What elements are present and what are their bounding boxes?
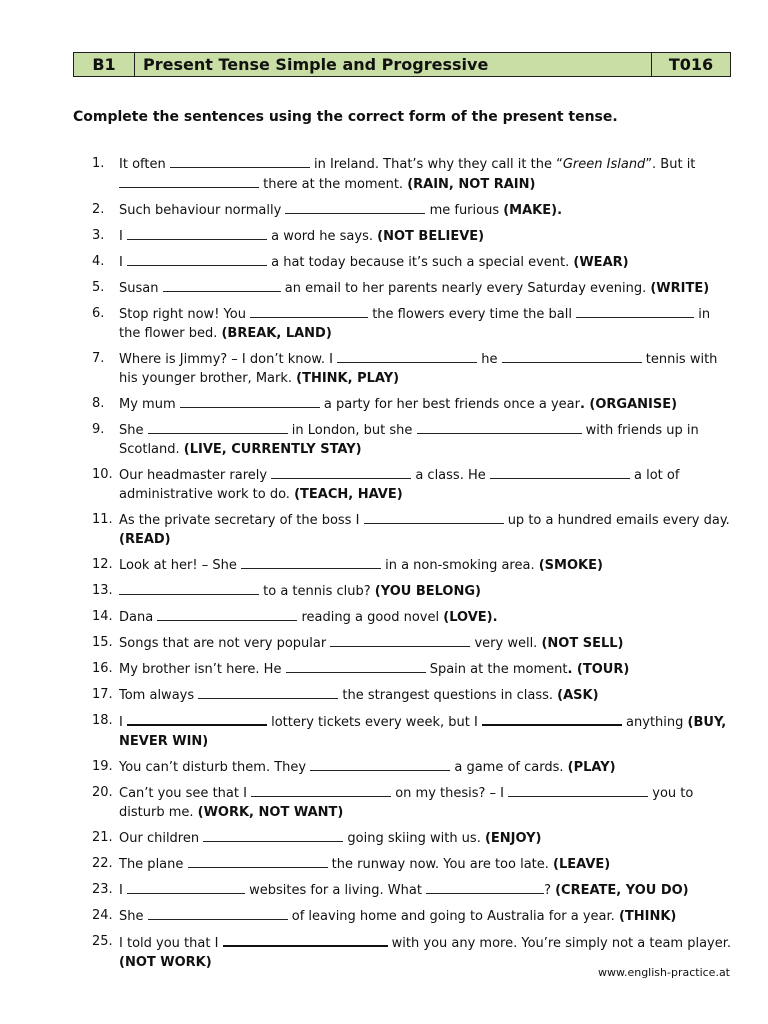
- answer-blank[interactable]: [119, 174, 259, 188]
- exercise-sentence: [119, 226, 732, 246]
- exercise-item: [92, 465, 732, 504]
- sentence-text: websites for a living. What: [244, 883, 427, 898]
- answer-blank[interactable]: [188, 854, 328, 868]
- exercise-number: 20.: [92, 785, 113, 800]
- verb-hint: (RAIN, NOT RAIN): [407, 177, 536, 192]
- sentence-text: the strangest questions in class.: [338, 688, 558, 703]
- italic-text: Green Island: [562, 157, 646, 172]
- answer-blank[interactable]: [163, 278, 281, 292]
- answer-blank[interactable]: [250, 304, 368, 318]
- exercise-sentence: [119, 154, 732, 194]
- answer-blank[interactable]: [508, 783, 648, 797]
- sentence-text: Our headmaster rarely: [119, 468, 272, 483]
- exercise-sentence: [119, 304, 732, 343]
- exercise-number: 7.: [92, 351, 105, 366]
- exercise-sentence: [119, 252, 732, 272]
- sentence-text: a lot of administrative work to do.: [119, 468, 680, 502]
- exercise-sentence: [119, 607, 732, 627]
- answer-blank[interactable]: [241, 555, 381, 569]
- sentence-text: She: [119, 423, 148, 438]
- answer-blank[interactable]: [198, 685, 338, 699]
- sentence-text: an email to her parents nearly every Saturday evening.: [280, 281, 651, 296]
- answer-blank[interactable]: [285, 200, 425, 214]
- verb-hint: (THINK): [618, 909, 677, 924]
- sentence-text: in Ireland. That’s why they call it the “: [309, 157, 563, 172]
- answer-blank[interactable]: [417, 420, 582, 434]
- verb-hint: (THINK, PLAY): [296, 371, 400, 386]
- sentence-text: in London, but she: [287, 423, 417, 438]
- sentence-text: with you any more. You’re simply not a team player.: [387, 936, 732, 951]
- verb-hint: (YOU BELONG): [374, 584, 481, 599]
- sentence-text: I told you that I: [119, 936, 223, 951]
- exercise-item: [92, 200, 732, 220]
- verb-hint: (LEAVE): [553, 857, 611, 872]
- answer-blank[interactable]: [127, 711, 267, 726]
- answer-blank[interactable]: [576, 304, 694, 318]
- sentence-text: reading a good novel: [297, 610, 444, 625]
- verb-hint: (BUY, NEVER WIN): [119, 715, 727, 749]
- verb-hint: (WORK, NOT WANT): [197, 805, 344, 820]
- exercise-number: 19.: [92, 759, 113, 774]
- sentence-text: She: [119, 909, 148, 924]
- exercise-number: 14.: [92, 609, 113, 624]
- sentence-text: up to a hundred emails every day.: [503, 513, 730, 528]
- answer-blank[interactable]: [337, 349, 477, 363]
- exercise-number: 6.: [92, 306, 105, 321]
- sentence-text: in a non-smoking area.: [380, 558, 539, 573]
- exercise-item: [92, 420, 732, 459]
- exercise-number: 4.: [92, 254, 105, 269]
- exercise-sentence: [119, 880, 732, 900]
- exercise-number: 22.: [92, 856, 113, 871]
- exercise-number: 10.: [92, 467, 113, 482]
- exercise-sentence: [119, 659, 732, 679]
- exercise-number: 18.: [92, 713, 113, 728]
- exercise-item: [92, 581, 732, 601]
- exercise-item: [92, 555, 732, 575]
- sentence-text: of leaving home and going to Australia for a year.: [287, 909, 619, 924]
- sentence-text: lottery tickets every week, but I: [266, 715, 482, 730]
- exercise-sentence: [119, 581, 732, 601]
- sentence-text: on my thesis? – I: [391, 786, 509, 801]
- worksheet-header: [73, 52, 731, 77]
- exercise-item: [92, 711, 732, 751]
- exercise-item: [92, 349, 732, 388]
- exercise-item: [92, 783, 732, 822]
- exercise-sentence: [119, 633, 732, 653]
- exercise-sentence: [119, 555, 732, 575]
- exercise-number: 13.: [92, 583, 113, 598]
- exercise-item: [92, 828, 732, 848]
- sentence-text: a hat today because it’s such a special event.: [266, 255, 574, 270]
- verb-hint: (NOT BELIEVE): [377, 229, 485, 244]
- answer-blank[interactable]: [490, 465, 630, 479]
- verb-hint: . (TOUR): [567, 662, 630, 677]
- sentence-text: I: [119, 715, 127, 730]
- verb-hint: (NOT SELL): [541, 636, 624, 651]
- sentence-text: you to disturb me.: [119, 786, 694, 820]
- exercise-sentence: [119, 278, 732, 298]
- exercise-number: 21.: [92, 830, 113, 845]
- verb-hint: (WRITE): [650, 281, 710, 296]
- verb-hint: (MAKE).: [503, 203, 563, 218]
- sentence-text: I: [119, 883, 127, 898]
- sentence-text: very well.: [470, 636, 542, 651]
- exercise-item: [92, 757, 732, 777]
- verb-hint: (NOT WORK): [119, 955, 212, 970]
- sentence-text: As the private secretary of the boss I: [119, 513, 364, 528]
- sentence-text: to a tennis club?: [259, 584, 375, 599]
- exercise-list: [92, 154, 732, 978]
- verb-hint: (WEAR): [573, 255, 629, 270]
- sentence-text: I: [119, 255, 127, 270]
- exercise-number: 1.: [92, 156, 105, 171]
- exercise-number: 15.: [92, 635, 113, 650]
- exercise-number: 9.: [92, 422, 105, 437]
- exercise-number: 17.: [92, 687, 113, 702]
- sentence-text: going skiing with us.: [343, 831, 485, 846]
- exercise-item: [92, 510, 732, 549]
- sentence-text: Stop right now! You: [119, 307, 251, 322]
- exercise-item: [92, 252, 732, 272]
- sentence-text: the flowers every time the ball: [368, 307, 577, 322]
- exercise-number: 2.: [92, 202, 105, 217]
- verb-hint: (LIVE, CURRENTLY STAY): [183, 442, 362, 457]
- verb-hint: (ASK): [557, 688, 599, 703]
- exercise-number: 24.: [92, 908, 113, 923]
- exercise-sentence: [119, 685, 732, 705]
- exercise-sentence: [119, 420, 732, 459]
- exercise-item: [92, 394, 732, 414]
- answer-blank[interactable]: [426, 880, 544, 894]
- exercise-sentence: [119, 394, 732, 414]
- verb-hint: (PLAY): [567, 760, 616, 775]
- answer-blank[interactable]: [127, 880, 245, 894]
- answer-blank[interactable]: [157, 607, 297, 621]
- sentence-text: with friends up in Scotland.: [119, 423, 699, 457]
- exercise-item: [92, 906, 732, 926]
- answer-blank[interactable]: [170, 154, 310, 168]
- answer-blank[interactable]: [119, 581, 259, 595]
- sentence-text: anything: [621, 715, 688, 730]
- sentence-text: Look at her! – She: [119, 558, 241, 573]
- exercise-item: [92, 633, 732, 653]
- exercise-number: 12.: [92, 557, 113, 572]
- exercise-item: [92, 854, 732, 874]
- exercise-sentence: [119, 783, 732, 822]
- exercise-sentence: [119, 711, 732, 751]
- exercise-number: 11.: [92, 512, 113, 527]
- sentence-text: My mum: [119, 397, 180, 412]
- sentence-text: I: [119, 229, 127, 244]
- sentence-text: me furious: [425, 203, 504, 218]
- exercise-number: 23.: [92, 882, 113, 897]
- exercise-sentence: [119, 349, 732, 388]
- exercise-item: [92, 154, 732, 194]
- answer-blank[interactable]: [180, 394, 320, 408]
- sentence-text: Spain at the moment: [425, 662, 568, 677]
- sentence-text: ?: [544, 883, 556, 898]
- sentence-text: there at the moment.: [259, 177, 408, 192]
- sentence-text: the runway now. You are too late.: [327, 857, 554, 872]
- verb-hint: (CREATE, YOU DO): [555, 883, 689, 898]
- exercise-sentence: [119, 465, 732, 504]
- sentence-text: Dana: [119, 610, 158, 625]
- exercise-item: [92, 226, 732, 246]
- verb-hint: (ENJOY): [484, 831, 542, 846]
- level-label: B1: [74, 53, 135, 76]
- sentence-text: he: [477, 352, 502, 367]
- exercise-sentence: [119, 200, 732, 220]
- footer-url: www.english-practice.at: [597, 966, 730, 979]
- sentence-text: You can’t disturb them. They: [119, 760, 311, 775]
- sentence-text: My brother isn’t here. He: [119, 662, 286, 677]
- exercise-number: 3.: [92, 228, 105, 243]
- sentence-text: tennis with his younger brother, Mark.: [119, 352, 718, 386]
- exercise-sentence: [119, 854, 732, 874]
- exercise-item: [92, 659, 732, 679]
- sentence-text: It often: [119, 157, 170, 172]
- verb-hint: . (ORGANISE): [579, 397, 678, 412]
- exercise-number: 16.: [92, 661, 113, 676]
- answer-blank[interactable]: [148, 420, 288, 434]
- answer-blank[interactable]: [271, 465, 411, 479]
- answer-blank[interactable]: [330, 633, 470, 647]
- answer-blank[interactable]: [223, 932, 388, 947]
- sentence-text: a game of cards.: [450, 760, 568, 775]
- sentence-text: Songs that are not very popular: [119, 636, 331, 651]
- sentence-text: a word he says.: [266, 229, 378, 244]
- verb-hint: (SMOKE): [538, 558, 603, 573]
- verb-hint: (LOVE).: [443, 610, 498, 625]
- sentence-text: Tom always: [119, 688, 199, 703]
- sentence-text: The plane: [119, 857, 188, 872]
- answer-blank[interactable]: [148, 906, 288, 920]
- exercise-sentence: [119, 510, 732, 549]
- worksheet-code: T016: [652, 53, 730, 76]
- instruction-text: Complete the sentences using the correct form of the present tense.: [73, 109, 618, 125]
- sentence-text: Can’t you see that I: [119, 786, 252, 801]
- answer-blank[interactable]: [251, 783, 391, 797]
- answer-blank[interactable]: [502, 349, 642, 363]
- exercise-item: [92, 685, 732, 705]
- exercise-item: [92, 880, 732, 900]
- answer-blank[interactable]: [286, 659, 426, 673]
- sentence-text: ”. But it: [645, 157, 696, 172]
- answer-blank[interactable]: [127, 252, 267, 266]
- answer-blank[interactable]: [364, 510, 504, 524]
- exercise-item: [92, 607, 732, 627]
- sentence-text: Our children: [119, 831, 204, 846]
- answer-blank[interactable]: [203, 828, 343, 842]
- answer-blank[interactable]: [310, 757, 450, 771]
- sentence-text: Such behaviour normally: [119, 203, 286, 218]
- exercise-item: [92, 304, 732, 343]
- exercise-sentence: [119, 757, 732, 777]
- worksheet-title: Present Tense Simple and Progressive: [135, 53, 652, 76]
- exercise-number: 5.: [92, 280, 105, 295]
- exercise-number: 8.: [92, 396, 105, 411]
- exercise-sentence: [119, 828, 732, 848]
- answer-blank[interactable]: [127, 226, 267, 240]
- sentence-text: Where is Jimmy? – I don’t know. I: [119, 352, 338, 367]
- exercise-sentence: [119, 906, 732, 926]
- verb-hint: (BREAK, LAND): [221, 326, 332, 341]
- sentence-text: a class. He: [411, 468, 490, 483]
- verb-hint: (READ): [119, 532, 171, 547]
- sentence-text: Susan: [119, 281, 163, 296]
- verb-hint: (TEACH, HAVE): [294, 487, 403, 502]
- exercise-number: 25.: [92, 934, 113, 949]
- sentence-text: in the flower bed.: [119, 307, 711, 341]
- exercise-item: [92, 278, 732, 298]
- sentence-text: a party for her best friends once a year: [319, 397, 580, 412]
- answer-blank[interactable]: [482, 711, 622, 726]
